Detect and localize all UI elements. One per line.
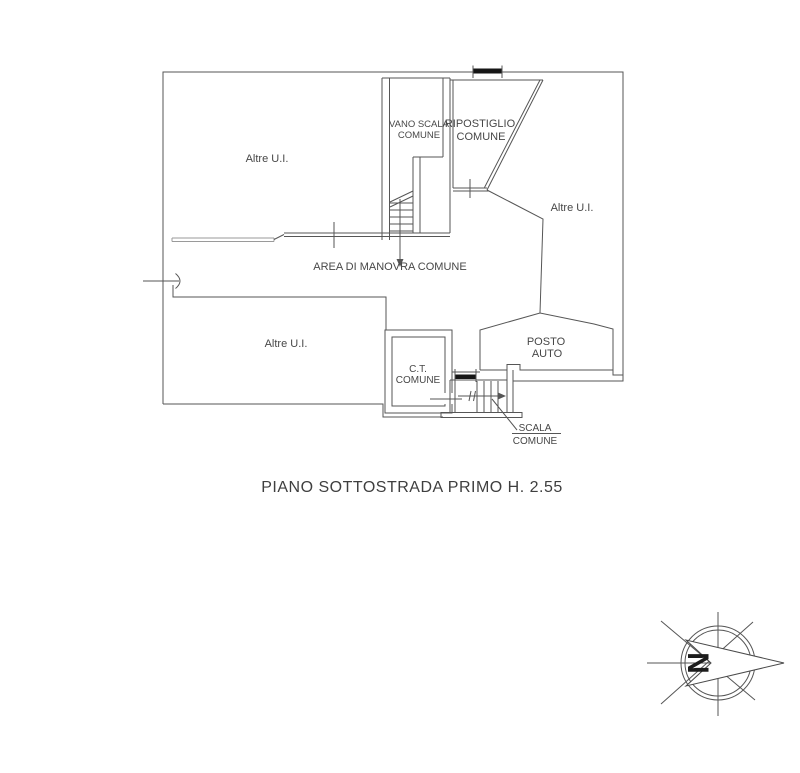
wall-area-manovra [173,285,386,330]
entrance-arrow [143,274,180,289]
wall-upper-left [172,222,450,248]
room-label-ripostiglio-line2: COMUNE [456,131,506,143]
room-label-ripostiglio-line1: RIPOSTIGLIO [444,118,516,130]
room-label-posto-auto-line2: AUTO [531,348,563,360]
plan-title: PIANO SOTTOSTRADA PRIMO H. 2.55 [261,479,563,496]
room-label-vano-scala-line2: COMUNE [397,130,441,141]
room-label-vano-scala-line1: VANO SCALA [388,119,450,130]
top-opening-marker [473,66,502,79]
north-compass [647,612,784,716]
compass-north-letter: N [681,652,714,674]
wall-right-side [487,190,543,313]
room-label-altre-ui-bottom-left: Altre U.I. [264,338,308,350]
room-label-posto-auto-line1: POSTO [526,336,566,348]
external-stair [441,370,522,418]
room-label-altre-ui-right: Altre U.I. [550,202,594,214]
internal-stair-treads [390,191,413,231]
room-label-ct-line2: COMUNE [395,375,441,386]
room-label-scala-line2: COMUNE [512,436,558,447]
room-label-ct-line1: C.T. [409,364,427,375]
room-label-scala-line1: SCALA [518,423,552,434]
room-vano-scala [382,78,450,267]
room-label-altre-ui-top-left: Altre U.I. [245,153,289,165]
room-label-area-manovra: AREA DI MANOVRA COMUNE [313,261,467,273]
stair-base-plate [441,413,522,418]
stairs-up-arrow [458,391,506,401]
external-stair-treads [477,381,498,413]
